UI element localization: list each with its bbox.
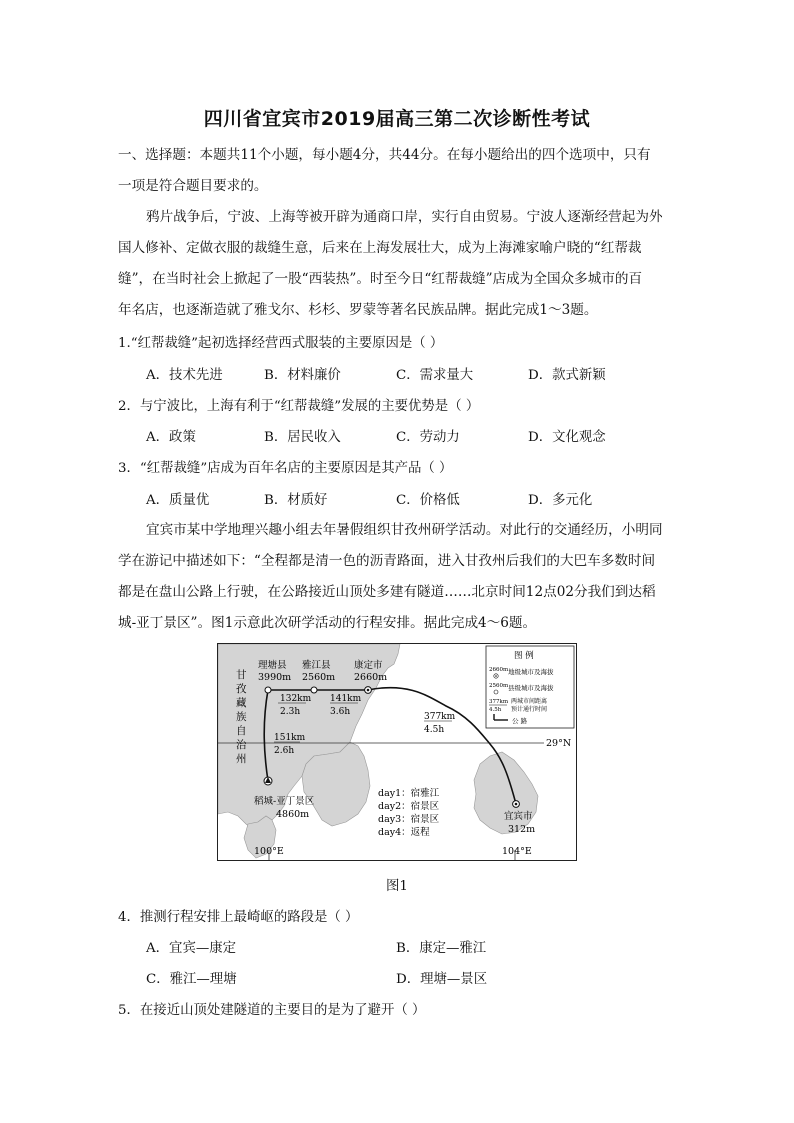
latitude-label: 29°N bbox=[546, 738, 572, 749]
region-label-char: 治 bbox=[236, 739, 247, 751]
segment-kangding-yibin-distance: 377km bbox=[424, 712, 456, 722]
kangding-name: 康定市 bbox=[354, 660, 383, 671]
question-1-stem: 1.“红帮裁缝”起初选择经营西式服装的主要原因是（ ） bbox=[118, 336, 444, 351]
daocheng-elevation: 4860m bbox=[276, 809, 310, 820]
figure-caption: 图1 bbox=[386, 879, 408, 894]
section-instruction-line2: 一项是符合题目要求的。 bbox=[118, 178, 268, 194]
segment-yajiang-kangding-distance: 141km bbox=[330, 694, 362, 704]
section-instruction-line1: 一、选择题：本题共11个小题，每小题4分，共44分。在每小题给出的四个选项中，只有 bbox=[118, 147, 651, 163]
region-label-char: 自 bbox=[236, 725, 247, 737]
region-label-char: 州 bbox=[236, 753, 247, 765]
yibin-marker bbox=[515, 803, 518, 806]
question-5-stem: 5．在接近山顶处建隧道的主要目的是为了避开（ ） bbox=[118, 1003, 426, 1018]
yibin-elevation: 312m bbox=[508, 824, 536, 835]
q4-option-a: A．宜宾—康定 bbox=[146, 941, 237, 956]
kangding-elevation: 2660m bbox=[354, 672, 388, 683]
q1-option-d: D．款式新颖 bbox=[528, 368, 606, 383]
kangding-marker bbox=[367, 689, 370, 692]
passage1-line: 国人修补、定做衣服的裁缝生意，后来在上海发展壮大，成为上海滩家喻户晓的“红帮裁 bbox=[118, 240, 642, 256]
q2-option-a: A．政策 bbox=[146, 430, 196, 445]
q3-option-d: D．多元化 bbox=[528, 493, 593, 508]
q4-option-c: C．雅江—理塘 bbox=[146, 972, 237, 987]
yibin-name: 宜宾市 bbox=[504, 811, 533, 822]
legend-sample-time: 4.5h bbox=[489, 707, 502, 713]
segment-litang-daocheng-distance: 151km bbox=[274, 733, 306, 743]
passage1-line: 缝”，在当时社会上掀起了一股“西装热”。时至今日“红帮裁缝”店成为全国众多城市的百 bbox=[118, 271, 643, 287]
legend-prefecture-city: 地级城市及海拔 bbox=[508, 668, 554, 676]
segment-litang-daocheng-time: 2.6h bbox=[274, 746, 295, 756]
passage2-line: 城-亚丁景区”。图1示意此次研学活动的行程安排。据此完成4～6题。 bbox=[118, 615, 537, 631]
q1-option-b: B．材料廉价 bbox=[264, 368, 341, 383]
region-label-char: 族 bbox=[236, 711, 247, 723]
legend-sample-prefecture-elev: 2660m bbox=[489, 667, 509, 673]
legend-distance: 两城市间距离 bbox=[511, 698, 548, 705]
question-2-stem: 2．与宁波比，上海有利于“红帮裁缝”发展的主要优势是（ ） bbox=[118, 399, 480, 414]
q3-option-a: A．质量优 bbox=[146, 493, 210, 508]
legend-sample-county-elev: 2560m bbox=[489, 683, 509, 689]
itinerary-day3: day3：宿景区 bbox=[378, 814, 440, 825]
litang-elevation: 3990m bbox=[258, 672, 292, 683]
litang-marker bbox=[265, 687, 271, 693]
q4-option-d: D．理塘—景区 bbox=[396, 972, 488, 987]
legend-road: 公 路 bbox=[512, 717, 528, 725]
itinerary-day1: day1：宿雅江 bbox=[378, 788, 440, 799]
q3-option-b: B．材质好 bbox=[264, 493, 328, 508]
yajiang-marker bbox=[311, 687, 317, 693]
question-4-stem: 4．推测行程安排上最崎岖的路段是（ ） bbox=[118, 910, 359, 925]
legend-time: 预计通行时间 bbox=[511, 706, 548, 713]
segment-litang-yajiang-distance: 132km bbox=[280, 694, 312, 704]
map-legend bbox=[486, 646, 574, 728]
passage2-line: 学在游记中描述如下：“全程都是清一色的沥青路面，进入甘孜州后我们的大巴车多数时间 bbox=[118, 553, 656, 569]
segment-kangding-yibin-time: 4.5h bbox=[424, 725, 445, 735]
yajiang-elevation: 2560m bbox=[302, 672, 336, 683]
q4-option-b: B．康定—雅江 bbox=[396, 941, 487, 956]
longitude-label-100: 100°E bbox=[254, 846, 284, 857]
q2-option-c: C．劳动力 bbox=[396, 430, 460, 445]
question-3-stem: 3．“红帮裁缝”店成为百年名店的主要原因是其产品（ ） bbox=[118, 461, 453, 476]
legend-sample-distance: 377km bbox=[489, 699, 509, 705]
litang-name: 理塘县 bbox=[258, 660, 287, 671]
segment-yajiang-kangding-time: 3.6h bbox=[330, 707, 351, 717]
q3-option-c: C．价格低 bbox=[396, 493, 460, 508]
q2-option-b: B．居民收入 bbox=[264, 430, 341, 445]
route-map bbox=[217, 643, 577, 861]
region-label-char: 甘 bbox=[236, 669, 247, 681]
legend-county-city: 县级城市及海拔 bbox=[508, 684, 554, 692]
passage1-line: 鸦片战争后，宁波、上海等被开辟为通商口岸，实行自由贸易。宁波人逐渐经营起为外 bbox=[146, 209, 663, 225]
exam-title: 四川省宜宾市2019届高三第二次诊断性考试 bbox=[203, 108, 591, 130]
passage2-line: 都是在盘山公路上行驶，在公路接近山顶处多建有隧道……北京时间12点02分我们到达稻 bbox=[118, 584, 656, 600]
itinerary-day4: day4：返程 bbox=[378, 827, 430, 838]
passage1-line: 年名店，也逐渐造就了雅戈尔、杉杉、罗蒙等著名民族品牌。据此完成1～3题。 bbox=[118, 302, 598, 318]
yajiang-name: 雅江县 bbox=[302, 660, 331, 671]
region-label-char: 藏 bbox=[236, 697, 247, 709]
segment-litang-yajiang-time: 2.3h bbox=[280, 707, 301, 717]
daocheng-name: 稻城-亚丁景区 bbox=[254, 796, 315, 807]
legend-title: 图 例 bbox=[514, 651, 534, 661]
longitude-label-104: 104°E bbox=[502, 846, 532, 857]
region-label-char: 孜 bbox=[236, 683, 247, 695]
q2-option-d: D．文化观念 bbox=[528, 430, 606, 445]
q1-option-c: C．需求量大 bbox=[396, 368, 474, 383]
route-map-svg bbox=[218, 644, 576, 860]
itinerary-day2: day2：宿景区 bbox=[378, 801, 440, 812]
q1-option-a: A．技术先进 bbox=[146, 368, 223, 383]
passage2-line: 宜宾市某中学地理兴趣小组去年暑假组织甘孜州研学活动。对此行的交通经历，小明同 bbox=[146, 522, 663, 538]
